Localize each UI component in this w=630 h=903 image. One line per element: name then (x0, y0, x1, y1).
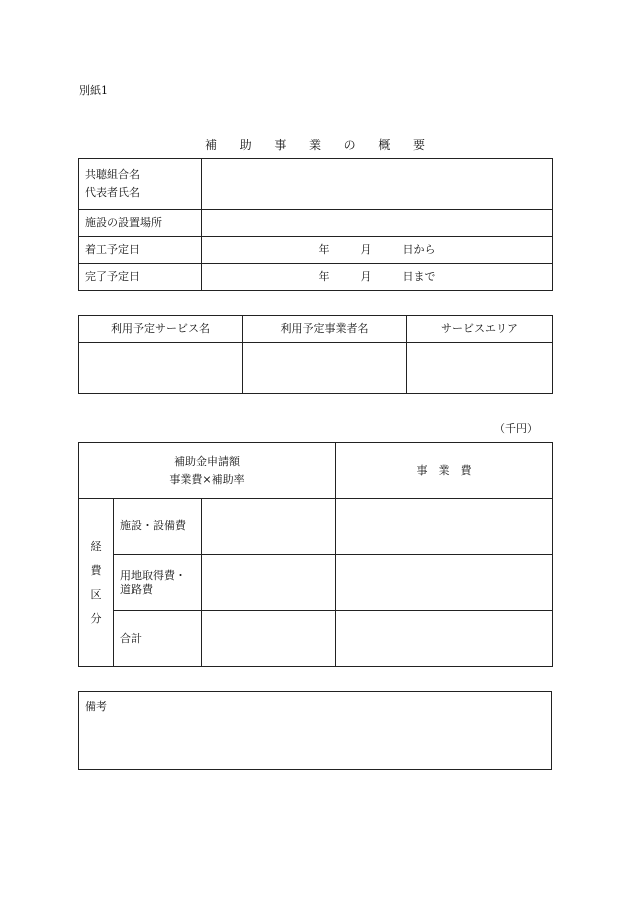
end-date-value-cell[interactable] (202, 264, 553, 291)
land-road-subsidy-cell[interactable] (202, 555, 336, 611)
category-char: 分 (90, 611, 102, 625)
subsidy-amount-label: 補助金申請額 (174, 454, 240, 468)
representative-name-label: 代表者氏名 (85, 186, 140, 199)
total-subsidy-cell[interactable] (202, 611, 336, 667)
end-day-unit: 日まで (402, 270, 436, 284)
title-char: 補 (204, 138, 217, 152)
land-road-cost-label (114, 555, 202, 611)
title-char: の (343, 138, 356, 152)
row-label-line: 用地取得費・ (120, 568, 186, 582)
category-char: 費 (90, 563, 102, 577)
location-value-cell[interactable] (202, 210, 553, 237)
remarks-label: 備考 (85, 700, 107, 713)
remarks-box[interactable] (78, 691, 552, 770)
union-label-cell (79, 159, 202, 210)
service-area-cell[interactable] (407, 343, 553, 394)
union-name-label: 共聴組合名 (85, 168, 140, 182)
overview-table (78, 158, 553, 291)
attachment-label: 別紙1 (79, 84, 108, 97)
title-char: 助 (239, 138, 252, 152)
start-year-unit: 年 (318, 243, 330, 257)
document-title (0, 136, 630, 153)
start-date-label: 着工予定日 (79, 237, 202, 264)
end-month-unit: 月 (360, 270, 372, 284)
title-char: 概 (378, 138, 391, 152)
project-cost-header: 事 業 費 (336, 443, 553, 499)
budget-table (78, 442, 553, 667)
row-label-line: 道路費 (120, 582, 153, 596)
expense-category-label (79, 499, 114, 667)
total-cost-cell[interactable] (336, 611, 553, 667)
service-area-header: サービスエリア (407, 316, 553, 343)
service-name-header: 利用予定サービス名 (79, 316, 243, 343)
union-value-cell[interactable] (202, 159, 553, 210)
title-char: 要 (413, 138, 426, 152)
start-month-unit: 月 (360, 243, 372, 257)
provider-name-header: 利用予定事業者名 (243, 316, 407, 343)
location-label: 施設の設置場所 (79, 210, 202, 237)
category-char: 経 (90, 539, 102, 553)
facility-subsidy-cell[interactable] (202, 499, 336, 555)
total-label (114, 611, 202, 667)
start-day-unit: 日から (402, 243, 436, 257)
facility-cost-label (114, 499, 202, 555)
subsidy-header (79, 443, 336, 499)
title-char: 事 (274, 138, 287, 152)
end-date-label: 完了予定日 (79, 264, 202, 291)
service-name-cell[interactable] (79, 343, 243, 394)
service-table (78, 315, 553, 394)
end-year-unit: 年 (318, 270, 330, 284)
provider-name-cell[interactable] (243, 343, 407, 394)
land-road-cost-cell[interactable] (336, 555, 553, 611)
unit-label: （千円） (494, 422, 538, 435)
row-label-line: 施設・設備費 (120, 519, 186, 532)
start-date-value-cell[interactable] (202, 237, 553, 264)
subsidy-formula-label: 事業費×補助率 (169, 472, 245, 486)
category-char: 区 (90, 587, 102, 601)
row-label-line: 合計 (120, 631, 142, 645)
title-char: 業 (308, 138, 321, 152)
facility-cost-cell[interactable] (336, 499, 553, 555)
